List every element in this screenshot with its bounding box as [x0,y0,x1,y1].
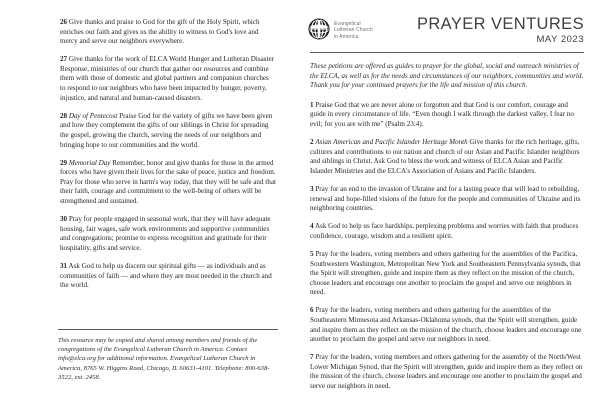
header-divider [310,52,584,53]
prayer-entry [60,215,276,253]
prayer-entry-text: Pray for the leaders, voting members and others gathering for the assemblies of the Pacifica, Southwestern Washington, Metropolitan New York and Southeastern Pennsylvania synods, that the Spirit will strengthen, guide and inspire them as they reflect on the mission of the church, choose leaders and encourage one another to proclaim the gospel and serve our neighbors in need. [310,249,581,297]
masthead [308,16,586,46]
left-column-entries [60,18,276,291]
organization-name-line-2: Lutheran Church [334,27,373,34]
prayer-entry-text: Praise God for the variety of gifts we have been given and how they complement the gifts of our siblings in Christ for spreading the gospel, growing the church, serving the needs of our neighbors and bringing hope to our communities and the world. [60,111,273,149]
footer-text: This resource may be copied and shared among members and friends of the congregations of the Evangelical Lutheran Church in America. Contact info@elca.org for additional information. Evangelical Lutheran Church in America, 8765 W. Higgins Road, Chicago, IL 60631-4101. Telephone: 800-638-3522, ext. 2458. [58,336,270,381]
intro-paragraph: These petitions are offered as guides to prayer for the global, social and outreach ministries of the ELCA, as well as for the needs and circumstances of our neighbors, communities and world. Thank you for your continued prayers for the life and mission of this church. [310,62,584,90]
prayer-entry [60,18,276,47]
prayer-entry [60,159,276,207]
prayer-entry-number: 1 [310,100,314,109]
prayer-entry-text: Give thanks for the rich heritage, gifts, cultures and contributions to our nation and church of our Asian and Pacific Islander neighbors and siblings in Christ. Ask God to bless the work and witness of ELCA Asian and Pacific Islander Ministries and the ELCA's Association of Asians and Pacific Islanders. [310,138,580,175]
footer [58,329,278,382]
prayer-entry-number: 6 [310,306,314,315]
prayer-entry-text: Ask God to help us face hardships, perplexing problems and worries with faith that produces confidence, courage, wisdom and a resilient spirit. [310,222,579,240]
footer-divider [58,329,278,330]
prayer-entry-text: Pray for people engaged in seasonal work, that they will have adequate housing, fair wages, safe work environments and supportive communities and congregations; promise to express recognition and gratitude for their hospitality, gifts and service. [60,215,271,252]
organization-name-line-3: in America [334,33,359,40]
prayer-entry-observance: Day of Pentecost [68,111,118,120]
prayer-entry [60,55,276,103]
title-block [417,16,586,46]
prayer-entry-text: Give thanks and praise to God for the gift of the Holy Spirit, which enriches our faith and gives us the ability to witness to God's love and mercy and serve our neighbors everywhere. [60,18,260,46]
prayer-entry [310,222,584,241]
elca-globe-cross-logo-icon [308,18,330,40]
organization-name [334,18,373,40]
prayer-entry-number: 30 [60,215,68,224]
prayer-entry-text: Remember, honor and give thanks for those in the armed forces who have given their lives for the sake of peace, justice and freedom. Pray for those who serve in harm's way today, that they will be safe and that their faith, courage and commitment to the well-being of others will be strengthened and sustained. [60,158,276,205]
prayer-entry-text: Praise God that we are never alone or forgotten and that God is our comfort, courage and guide in every circumstance of life. “Even though I walk through the darkest valley, I fear no evil; for you are with me” (Psalm 23:4). [310,100,574,128]
prayer-entry [310,306,584,344]
right-column [300,0,600,400]
prayer-entry-text: Pray for the leaders, voting members and others gathering for the assembly of the North/West Lower Michigan Synod, that the Spirit will strengthen, guide and inspire them as they reflect on the mission of the church, choose leaders and encourage one another to proclaim the gospel and serve our neighbors in need. [310,353,583,391]
prayer-entry-observance: Asian American and Pacific Islander Heritage Month [315,138,468,147]
prayer-entry-text: Ask God to help us discern our spiritual gifts — as individuals and as communities of faith — and where they are most needed in the church and the world. [60,261,272,290]
prayer-entry-number: 7 [310,353,314,362]
prayer-entry-number: 28 [60,111,68,120]
prayer-entry [310,250,584,298]
page-title: PRAYER VENTURES [416,15,584,33]
issue-date: MAY 2023 [536,34,584,45]
prayer-entry-number: 26 [60,18,68,26]
prayer-entry-observance: Memorial Day [68,158,111,167]
organization-branding [308,16,373,40]
prayer-entry-text: Give thanks for the work of ELCA World Hunger and Lutheran Disaster Response, ministries of our church that gather our resources and combine them with those of domestic and global partners and companion churches to respond to our neighbors who have been impacted by hunger, poverty, injustice, and natural and human-caused disasters. [60,55,275,102]
prayer-entry [310,353,584,391]
prayer-entry-number: 31 [60,261,68,270]
prayer-entry [310,185,584,214]
prayer-entry [60,262,276,291]
right-column-entries [310,101,584,392]
prayer-entry [310,101,584,130]
prayer-entry-number: 5 [310,249,314,258]
prayer-entry-text: Pray for an end to the invasion of Ukraine and for a lasting peace that will lead to rebuilding, renewal and hope-filled visions of the future for the people and communities of Ukraine and its neighboring countries. [310,184,581,213]
organization-name-line-1: Evangelical [334,21,361,27]
prayer-entry-number: 3 [310,184,314,193]
prayer-entry-text: Pray for the leaders, voting members and others gathering for the assemblies of the Southeastern Minnesota and Arkansas-Oklahoma synods, that the Spirit will strengthen, guide and inspire them as they reflect on the mission of the church, choose leaders and encourage one another to proclaim the gospel and serve our neighbors in need. [310,306,582,344]
prayer-entry-number: 27 [60,55,68,64]
prayer-entry-number: 29 [60,158,68,167]
prayer-entry-number: 4 [310,222,314,231]
prayer-entry [60,112,276,150]
prayer-entry [310,138,584,176]
prayer-entry-number: 2 [310,138,314,147]
